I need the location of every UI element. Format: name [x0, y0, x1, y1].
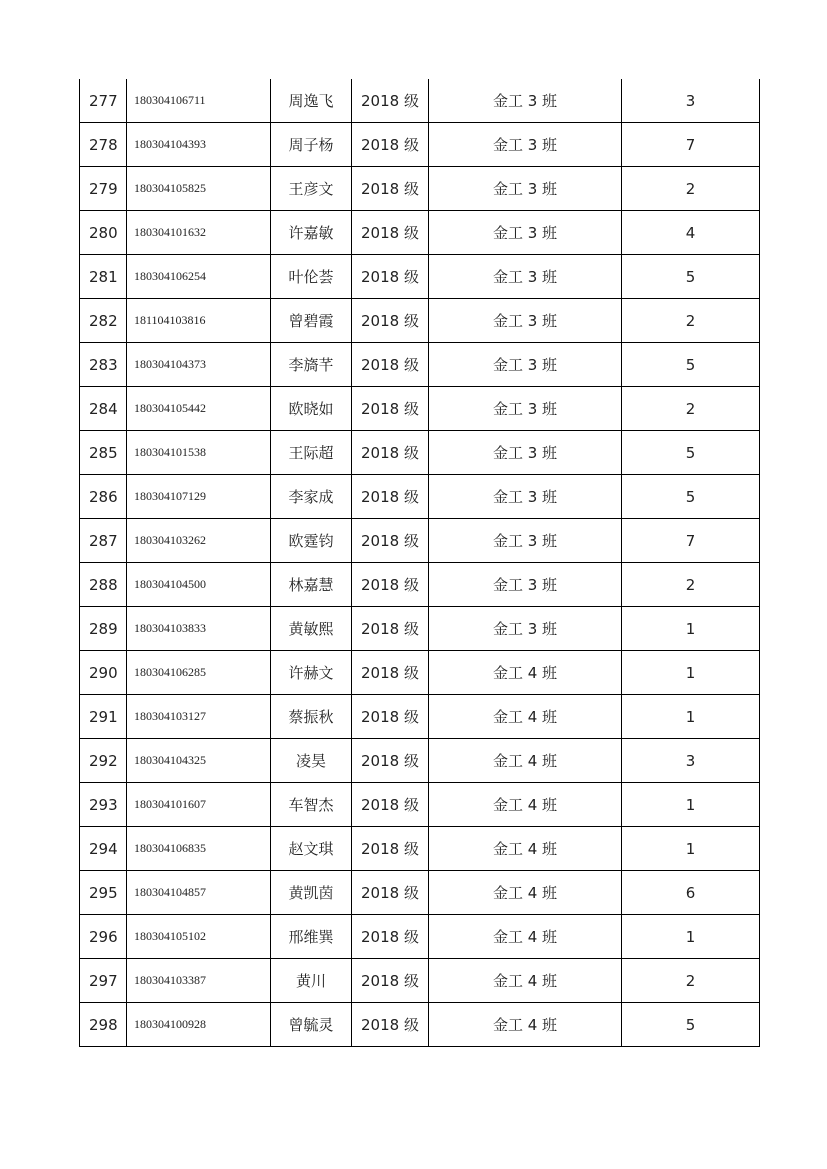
- class-name: 金工 4 班: [429, 783, 622, 827]
- grade: 2018 级: [352, 387, 429, 431]
- table-row: [80, 519, 760, 563]
- class-name: 金工 4 班: [429, 651, 622, 695]
- row-number: 286: [80, 475, 127, 519]
- student-id: 180304100928: [127, 1003, 271, 1047]
- class-name: 金工 4 班: [429, 739, 622, 783]
- table-row: [80, 431, 760, 475]
- student-id: 180304104500: [127, 563, 271, 607]
- student-id: 180304105825: [127, 167, 271, 211]
- table-row: [80, 211, 760, 255]
- class-name: 金工 3 班: [429, 167, 622, 211]
- table-row: [80, 299, 760, 343]
- table-row: [80, 387, 760, 431]
- row-number: 298: [80, 1003, 127, 1047]
- class-name: 金工 3 班: [429, 79, 622, 123]
- row-number: 296: [80, 915, 127, 959]
- student-id: 180304103387: [127, 959, 271, 1003]
- student-name: 黄敏熙: [271, 607, 352, 651]
- grade: 2018 级: [352, 695, 429, 739]
- count-value: 3: [622, 739, 760, 783]
- table-row: [80, 1003, 760, 1047]
- student-id: 180304107129: [127, 475, 271, 519]
- table-row: [80, 607, 760, 651]
- student-id: 180304101607: [127, 783, 271, 827]
- class-name: 金工 3 班: [429, 607, 622, 651]
- class-name: 金工 3 班: [429, 299, 622, 343]
- student-id: 180304103127: [127, 695, 271, 739]
- student-name: 李旖芊: [271, 343, 352, 387]
- student-id: 180304101632: [127, 211, 271, 255]
- student-id: 180304106835: [127, 827, 271, 871]
- table-row: [80, 563, 760, 607]
- row-number: 284: [80, 387, 127, 431]
- class-name: 金工 3 班: [429, 343, 622, 387]
- table-row: [80, 651, 760, 695]
- student-id: 180304106254: [127, 255, 271, 299]
- row-number: 291: [80, 695, 127, 739]
- student-name: 王际超: [271, 431, 352, 475]
- student-name: 周子杨: [271, 123, 352, 167]
- count-value: 2: [622, 387, 760, 431]
- count-value: 2: [622, 299, 760, 343]
- row-number: 281: [80, 255, 127, 299]
- row-number: 297: [80, 959, 127, 1003]
- count-value: 2: [622, 167, 760, 211]
- student-name: 王彦文: [271, 167, 352, 211]
- class-name: 金工 3 班: [429, 519, 622, 563]
- count-value: 5: [622, 1003, 760, 1047]
- student-name: 许赫文: [271, 651, 352, 695]
- student-id: 180304106285: [127, 651, 271, 695]
- grade: 2018 级: [352, 299, 429, 343]
- count-value: 1: [622, 695, 760, 739]
- student-id: 180304104373: [127, 343, 271, 387]
- count-value: 5: [622, 475, 760, 519]
- grade: 2018 级: [352, 915, 429, 959]
- student-id: 180304105102: [127, 915, 271, 959]
- grade: 2018 级: [352, 343, 429, 387]
- student-name: 李家成: [271, 475, 352, 519]
- count-value: 7: [622, 519, 760, 563]
- count-value: 1: [622, 827, 760, 871]
- table-row: [80, 123, 760, 167]
- class-name: 金工 4 班: [429, 695, 622, 739]
- row-number: 288: [80, 563, 127, 607]
- student-id: 180304101538: [127, 431, 271, 475]
- grade: 2018 级: [352, 123, 429, 167]
- class-name: 金工 3 班: [429, 387, 622, 431]
- table-row: [80, 255, 760, 299]
- row-number: 280: [80, 211, 127, 255]
- count-value: 1: [622, 651, 760, 695]
- class-name: 金工 3 班: [429, 431, 622, 475]
- student-name: 黄川: [271, 959, 352, 1003]
- row-number: 289: [80, 607, 127, 651]
- student-id: 180304106711: [127, 79, 271, 123]
- row-number: 278: [80, 123, 127, 167]
- grade: 2018 级: [352, 79, 429, 123]
- student-name: 叶伦荟: [271, 255, 352, 299]
- grade: 2018 级: [352, 211, 429, 255]
- table-row: [80, 959, 760, 1003]
- count-value: 7: [622, 123, 760, 167]
- table-row: [80, 783, 760, 827]
- student-id: 180304104857: [127, 871, 271, 915]
- student-name: 欧霆钧: [271, 519, 352, 563]
- table-body: [80, 79, 760, 1047]
- count-value: 5: [622, 431, 760, 475]
- class-name: 金工 4 班: [429, 915, 622, 959]
- table-row: [80, 871, 760, 915]
- count-value: 6: [622, 871, 760, 915]
- row-number: 293: [80, 783, 127, 827]
- student-name: 凌昊: [271, 739, 352, 783]
- row-number: 294: [80, 827, 127, 871]
- grade: 2018 级: [352, 651, 429, 695]
- table-row: [80, 739, 760, 783]
- count-value: 1: [622, 915, 760, 959]
- grade: 2018 级: [352, 1003, 429, 1047]
- class-name: 金工 4 班: [429, 871, 622, 915]
- row-number: 292: [80, 739, 127, 783]
- student-name: 曾毓灵: [271, 1003, 352, 1047]
- count-value: 1: [622, 607, 760, 651]
- row-number: 290: [80, 651, 127, 695]
- grade: 2018 级: [352, 255, 429, 299]
- row-number: 282: [80, 299, 127, 343]
- table-row: [80, 79, 760, 123]
- count-value: 5: [622, 255, 760, 299]
- student-table: [79, 79, 760, 1047]
- grade: 2018 级: [352, 519, 429, 563]
- count-value: 2: [622, 563, 760, 607]
- student-name: 赵文琪: [271, 827, 352, 871]
- row-number: 283: [80, 343, 127, 387]
- row-number: 279: [80, 167, 127, 211]
- class-name: 金工 3 班: [429, 123, 622, 167]
- table-row: [80, 695, 760, 739]
- grade: 2018 级: [352, 871, 429, 915]
- student-name: 许嘉敏: [271, 211, 352, 255]
- table-row: [80, 915, 760, 959]
- student-name: 黄凯茵: [271, 871, 352, 915]
- grade: 2018 级: [352, 739, 429, 783]
- grade: 2018 级: [352, 827, 429, 871]
- row-number: 277: [80, 79, 127, 123]
- count-value: 4: [622, 211, 760, 255]
- student-name: 林嘉慧: [271, 563, 352, 607]
- student-name: 蔡振秋: [271, 695, 352, 739]
- row-number: 295: [80, 871, 127, 915]
- student-id: 180304105442: [127, 387, 271, 431]
- table-row: [80, 343, 760, 387]
- class-name: 金工 3 班: [429, 563, 622, 607]
- grade: 2018 级: [352, 475, 429, 519]
- count-value: 1: [622, 783, 760, 827]
- student-name: 周逸飞: [271, 79, 352, 123]
- student-id: 180304103262: [127, 519, 271, 563]
- student-id: 181104103816: [127, 299, 271, 343]
- row-number: 287: [80, 519, 127, 563]
- student-name: 车智杰: [271, 783, 352, 827]
- class-name: 金工 4 班: [429, 959, 622, 1003]
- grade: 2018 级: [352, 167, 429, 211]
- grade: 2018 级: [352, 783, 429, 827]
- count-value: 3: [622, 79, 760, 123]
- class-name: 金工 4 班: [429, 1003, 622, 1047]
- class-name: 金工 3 班: [429, 211, 622, 255]
- class-name: 金工 4 班: [429, 827, 622, 871]
- grade: 2018 级: [352, 607, 429, 651]
- student-id: 180304104393: [127, 123, 271, 167]
- student-name: 曾碧霞: [271, 299, 352, 343]
- row-number: 285: [80, 431, 127, 475]
- count-value: 5: [622, 343, 760, 387]
- class-name: 金工 3 班: [429, 475, 622, 519]
- table-row: [80, 475, 760, 519]
- grade: 2018 级: [352, 563, 429, 607]
- student-name: 欧晓如: [271, 387, 352, 431]
- student-name: 邢维巽: [271, 915, 352, 959]
- count-value: 2: [622, 959, 760, 1003]
- grade: 2018 级: [352, 431, 429, 475]
- grade: 2018 级: [352, 959, 429, 1003]
- class-name: 金工 3 班: [429, 255, 622, 299]
- student-id: 180304104325: [127, 739, 271, 783]
- table-row: [80, 827, 760, 871]
- table-row: [80, 167, 760, 211]
- student-id: 180304103833: [127, 607, 271, 651]
